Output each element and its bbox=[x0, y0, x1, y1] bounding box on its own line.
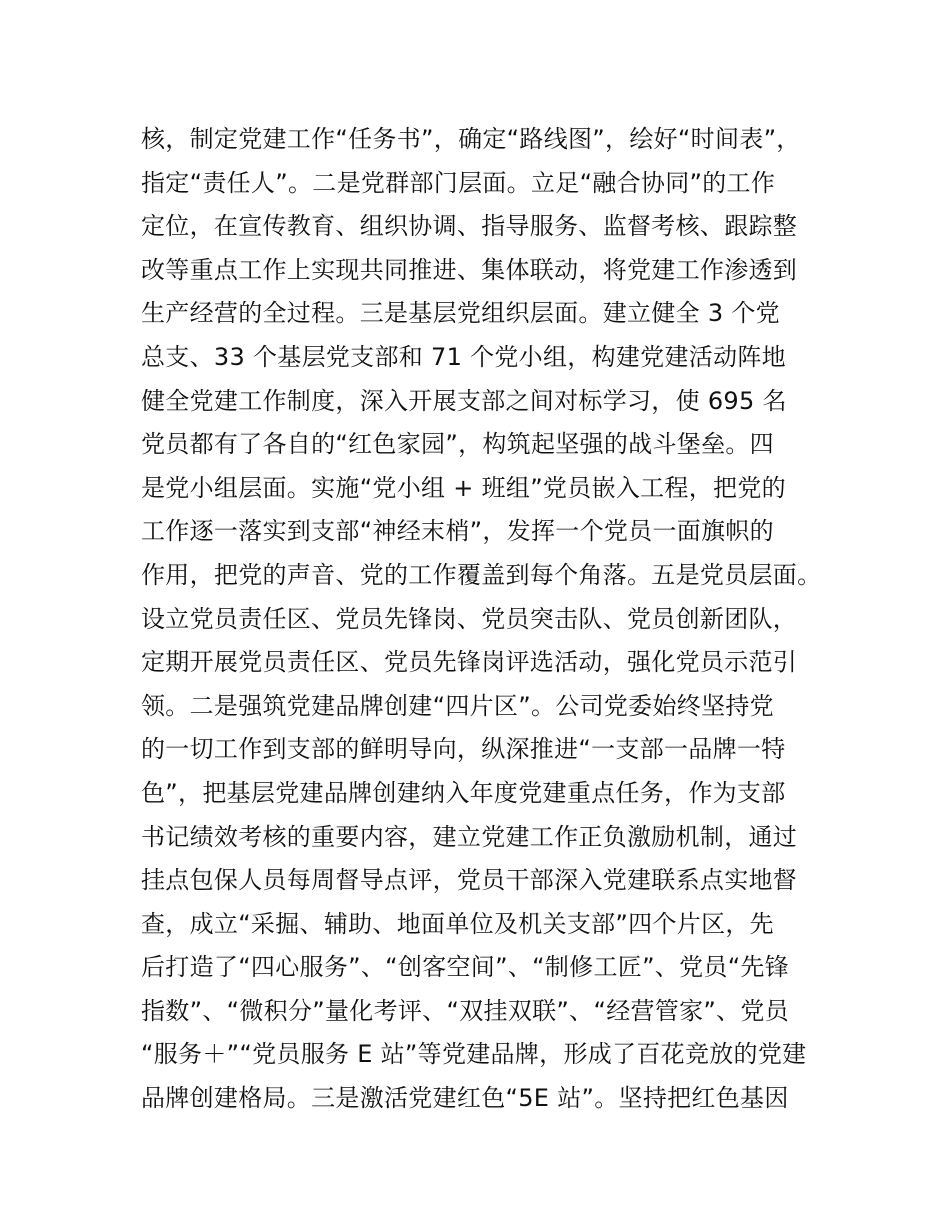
text-line: 党员都有了各自的“红色家园”，构筑起坚强的战斗堡垒。四 bbox=[141, 430, 774, 459]
text-line: 健全党建工作制度，深入开展支部之间对标学习，使 695 名 bbox=[141, 386, 787, 415]
text-line: 定位，在宣传教育、组织协调、指导服务、监督考核、跟踪整 bbox=[141, 212, 798, 241]
text-line: 书记绩效考核的重要内容，建立党建工作正负激励机制，通过 bbox=[141, 822, 798, 851]
text-line: 后打造了“四心服务”、“创客空间”、“制修工匠”、党员“先锋 bbox=[141, 953, 790, 982]
text-line: 挂点包保人员每周督导点评，党员干部深入党建联系点实地督 bbox=[141, 866, 798, 895]
text-line: 色”，把基层党建品牌创建纳入年度党建重点任务，作为支部 bbox=[141, 778, 786, 807]
text-line: 指数”、“微积分”量化考评、“双挂双联”、“经营管家”、党员 bbox=[141, 996, 790, 1025]
text-line: 领。二是强筑党建品牌创建“四片区”。公司党委始终坚持党 bbox=[141, 691, 774, 720]
body-text bbox=[141, 118, 841, 1121]
text-line: 核，制定党建工作“任务书”，确定“路线图”，绘好“时间表”， bbox=[141, 125, 801, 153]
text-line: 总支、33 个基层党支部和 71 个党小组，构建党建活动阵地 bbox=[141, 342, 786, 371]
text-line: 作用，把党的声音、党的工作覆盖到每个角落。五是党员层面。 bbox=[141, 560, 822, 589]
text-line: 设立党员责任区、党员先锋岗、党员突击队、党员创新团队， bbox=[141, 604, 798, 633]
text-line: 改等重点工作上实现共同推进、集体联动，将党建工作渗透到 bbox=[141, 255, 798, 284]
text-line: 指定“责任人”。二是党群部门层面。立足“融合协同”的工作 bbox=[141, 168, 776, 197]
text-line: 定期开展党员责任区、党员先锋岗评选活动，强化党员示范引 bbox=[141, 648, 798, 677]
text-line: 的一切工作到支部的鲜明导向，纵深推进“一支部一品牌一特 bbox=[141, 735, 786, 764]
text-line: “服务＋”“党员服务 E 站”等党建品牌，形成了百花竞放的党建 bbox=[141, 1040, 807, 1069]
text-line: 是党小组层面。实施“党小组 + 班组”党员嵌入工程，把党的 bbox=[141, 473, 786, 502]
text-line: 生产经营的全过程。三是基层党组织层面。建立健全 3 个党 bbox=[141, 299, 780, 328]
text-line: 查，成立“采掘、辅助、地面单位及机关支部”四个片区，先 bbox=[141, 909, 774, 938]
text-line: 工作逐一落实到支部“神经末梢”，发挥一个党员一面旗帜的 bbox=[141, 517, 774, 546]
text-line: 品牌创建格局。三是激活党建红色“5E 站”。坚持把红色基因 bbox=[141, 1084, 789, 1113]
